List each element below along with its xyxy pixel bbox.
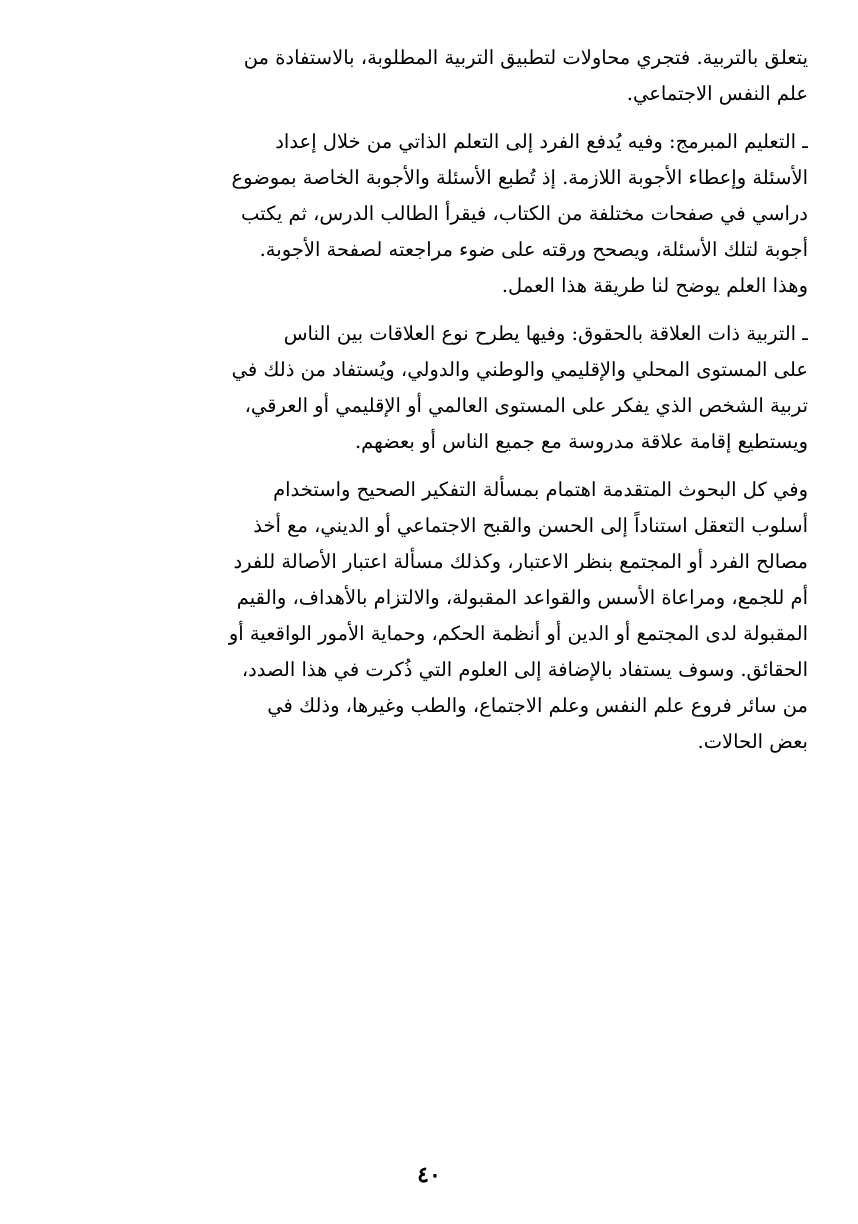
text-line: ويستطيع إقامة علاقة مدروسة مع جميع الناس أو بعضهم. [354,430,808,453]
text-line: يتعلق بالتربية. فتجري محاولات لتطبيق التربية المطلوبة، بالاستفادة من [243,46,808,69]
page-number: ٤٠ [417,1162,441,1188]
text-line: وفي كل البحوث المتقدمة اهتمام بمسألة التفكير الصحيح واستخدام [273,478,808,501]
text-line: من سائر فروع علم النفس وعلم الاجتماع، والطب وغيرها، وذلك في [267,694,808,717]
paragraph-2 [78,124,808,304]
text-line: وهذا العلم يوضح لنا طريقة هذا العمل. [501,274,808,297]
text-line: المقبولة لدى المجتمع أو الدين أو أنظمة الحكم، وحماية الأمور الواقعية أو [228,622,808,645]
text-line: ـ التربية ذات العلاقة بالحقوق: وفيها يطرح نوع العلاقات بين الناس [283,322,808,345]
text-line: الأسئلة وإعطاء الأجوبة اللازمة. إذ تُطبع الأسئلة والأجوبة الخاصة بموضوع [231,166,808,189]
paragraph-4 [78,472,808,760]
paragraph-3 [78,316,808,460]
body-text [78,40,808,760]
paragraph-1 [78,40,808,112]
text-line: على المستوى المحلي والإقليمي والوطني والدولي، ويُستفاد من ذلك في [231,358,808,381]
text-line: تربية الشخص الذي يفكر على المستوى العالمي أو الإقليمي أو العرقي، [244,394,808,417]
text-line: ـ التعليم المبرمج: وفيه يُدفع الفرد إلى التعلم الذاتي من خلال إعداد [275,130,808,153]
text-line: دراسي في صفحات مختلفة من الكتاب، فيقرأ الطالب الدرس، ثم يكتب [241,202,808,225]
text-line: بعض الحالات. [697,730,808,753]
text-line: الحقائق. وسوف يستفاد بالإضافة إلى العلوم التي ذُكرت في هذا الصدد، [241,658,808,681]
text-line: أجوبة لتلك الأسئلة، ويصحح ورقته على ضوء مراجعته لصفحة الأجوبة. [259,238,808,261]
text-line: أسلوب التعقل استناداً إلى الحسن والقبح الاجتماعي أو الديني، مع أخذ [253,514,808,537]
text-line: علم النفس الاجتماعي. [626,82,808,105]
text-line: أم للجمع، ومراعاة الأسس والقواعد المقبولة، والالتزام بالأهداف، والقيم [236,586,808,609]
text-line: مصالح الفرد أو المجتمع بنظر الاعتبار، وكذلك مسألة اعتبار الأصالة للفرد [233,550,808,573]
